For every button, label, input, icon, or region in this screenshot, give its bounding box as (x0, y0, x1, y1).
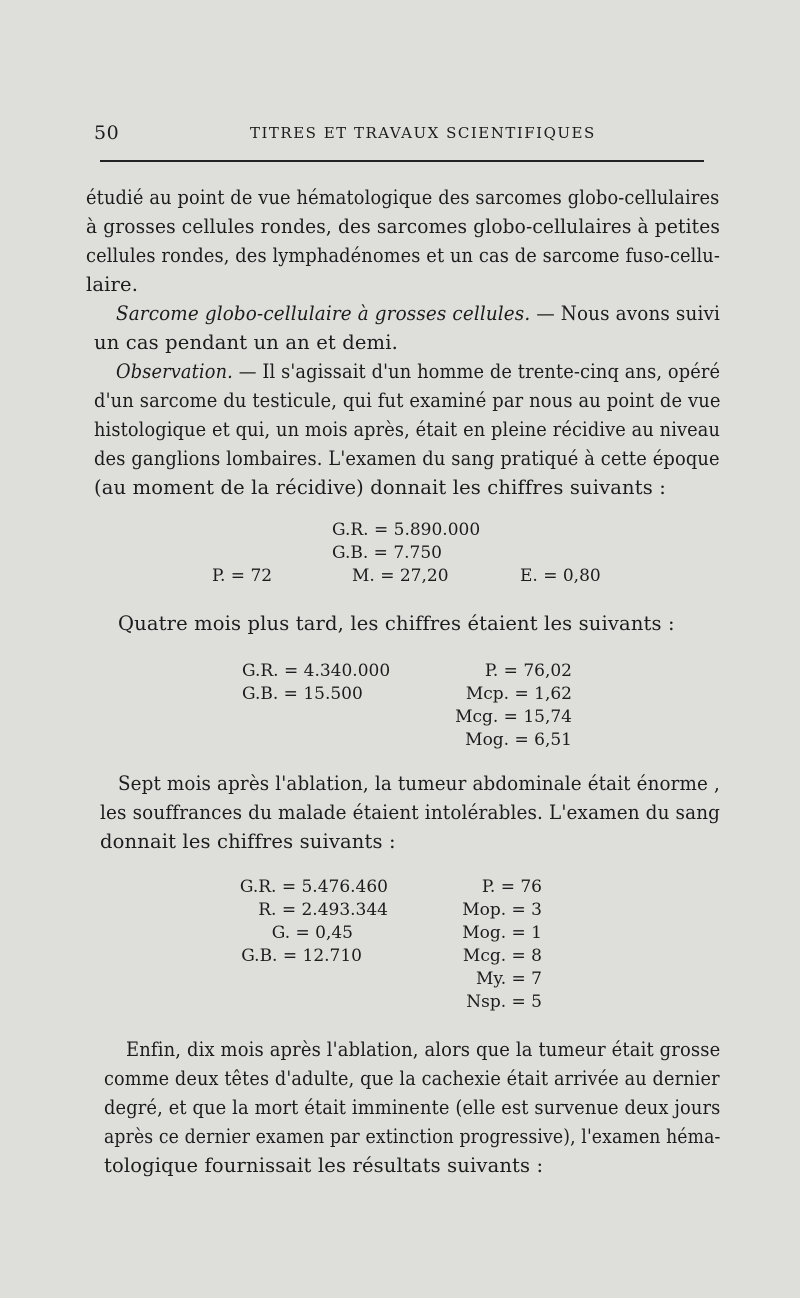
blood-value: Mog. = 1 (462, 923, 542, 943)
text-line: un cas pendant un an et demi. (94, 331, 398, 354)
text-line: comme deux têtes d'adulte, que la cachexie était arrivée au dernier (104, 1067, 720, 1090)
blood-value: E. = 0,80 (520, 566, 601, 586)
text-line: degré, et que la mort était imminente (elle est survenue deux jours (104, 1096, 721, 1119)
running-title: TITRES ET TRAVAUX SCIENTIFIQUES (250, 124, 596, 142)
blood-value: Mcg. = 15,74 (455, 707, 572, 727)
blood-value: G.R. = 5.476.460 (239, 877, 388, 897)
text-line: cellules rondes, des lymphadénomes et un cas de sarcome fuso-cellu- (86, 244, 720, 267)
text-line: Observation. — Il s'agissait d'un homme de trente-cinq ans, opéré (116, 360, 721, 383)
text-line: tologique fournissait les résultats suivants : (104, 1154, 544, 1177)
blood-value: Nsp. = 5 (466, 992, 542, 1012)
text-line: laire. (86, 273, 139, 296)
text-line: Sarcome globo-cellulaire à grosses cellules. — Nous avons suivi (116, 302, 720, 325)
text-line: donnait les chiffres suivants : (100, 830, 396, 853)
blood-value: M. = 27,20 (352, 566, 449, 586)
blood-value: G.R. = 4.340.000 (242, 661, 391, 681)
text-line: les souffrances du malade étaient intolérables. L'examen du sang (100, 801, 721, 824)
text-line: d'un sarcome du testicule, qui fut examiné par nous au point de vue (94, 389, 721, 412)
text-line: Quatre mois plus tard, les chiffres étaient les suivants : (118, 612, 675, 635)
blood-value: G.B. = 12.710 (241, 946, 362, 966)
text-line: histologique et qui, un mois après, était en pleine récidive au niveau (94, 418, 721, 441)
text-line: après ce dernier examen par extinction progressive), l'examen héma- (104, 1125, 721, 1148)
text-line: (au moment de la récidive) donnait les chiffres suivants : (94, 476, 666, 499)
blood-value: Mcg. = 8 (462, 946, 542, 966)
blood-value: P. = 72 (212, 566, 273, 586)
blood-value: P. = 76 (481, 877, 542, 897)
blood-value: Mcp. = 1,62 (465, 684, 572, 704)
blood-value: R. = 2.493.344 (258, 900, 388, 920)
section-title: Sarcome globo-cellulaire à grosses cellules. (116, 302, 531, 325)
blood-value: Mog. = 6,51 (465, 730, 572, 750)
page-number: 50 (94, 122, 120, 144)
blood-value: G.B. = 7.750 (332, 543, 442, 563)
blood-value: G.B. = 15.500 (242, 684, 363, 704)
blood-value: My. = 7 (475, 969, 542, 989)
text-line: Enfin, dix mois après l'ablation, alors que la tumeur était grosse (126, 1038, 721, 1061)
blood-value: G.R. = 5.890.000 (332, 520, 481, 540)
header-rule (100, 160, 704, 162)
text-line: Sept mois après l'ablation, la tumeur abdominale était énorme , (118, 772, 720, 795)
blood-value: Mop. = 3 (462, 900, 542, 920)
text-line: étudié au point de vue hématologique des sarcomes globo-cellulaires (86, 186, 720, 209)
blood-value: G. = 0,45 (271, 923, 353, 943)
blood-value: P. = 76,02 (484, 661, 572, 681)
text-line: à grosses cellules rondes, des sarcomes globo-cellulaires à petites (86, 215, 721, 238)
text-line: des ganglions lombaires. L'examen du sang pratiqué à cette époque (94, 447, 720, 470)
section-title: Observation. (116, 360, 233, 383)
